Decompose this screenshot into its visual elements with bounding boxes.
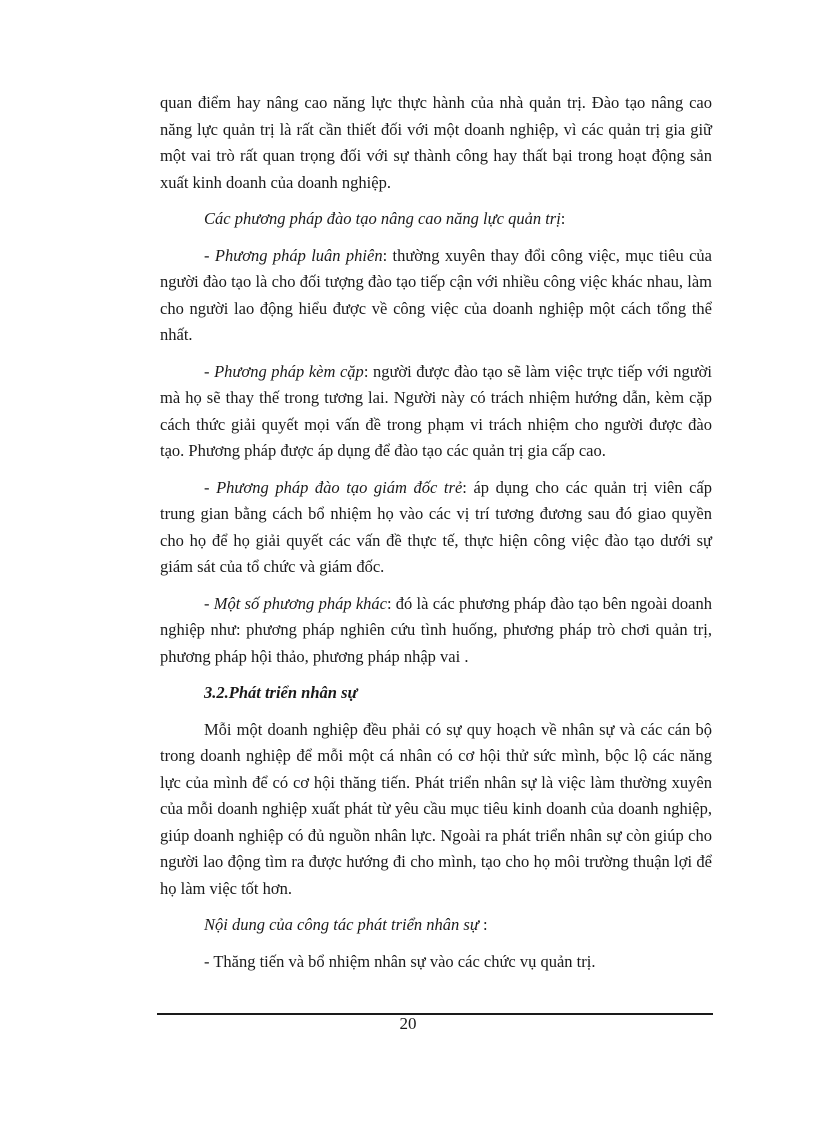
bullet-dash: - (204, 477, 217, 497)
rotation-method-text: : thường xuyên thay đổi công việc, mục tiêu của người đào tạo là cho đối tượng đào tạo tiếp cận với nhiều công việc khác nhau, làm cho người lao động hiểu được về công việc của doanh nghiệp một cách tổng thể nhất. (160, 245, 712, 344)
other-methods-text: : đó là các phương pháp đào tạo bên ngoài doanh nghiệp như: phương pháp nghiên cứu tình huống, phương pháp trò chơi quản trị, phương pháp hội thảo, phương pháp nhập vai . (160, 593, 712, 666)
other-methods-term: Một số phương pháp khác (213, 593, 387, 613)
bullet-dash: - (204, 593, 214, 613)
coaching-method-term: Phương pháp kèm cặp (214, 361, 364, 381)
young-director-method-term: Phương pháp đào tạo giám đốc trẻ (216, 477, 463, 497)
paragraph-development-content-title (160, 912, 712, 939)
coaching-method-text: : người được đào tạo sẽ làm việc trực tiếp với người mà họ sẽ thay thế trong tương lai. Người này có trách nhiệm hướng dẫn, kèm cặp cách thức giải quyết mọi vấn đề trong phạm vi trách nhiệm cho người được đào tạo. Phương pháp được áp dụng để đào tạo các quản trị gia cấp cao. (160, 361, 712, 460)
methods-title-colon: : (560, 209, 566, 228)
methods-title-text: Các phương pháp đào tạo nâng cao năng lực quản trị (204, 209, 561, 228)
paragraph-development: Mỗi một doanh nghiệp đều phải có sự quy hoạch về nhân sự và các cán bộ trong doanh nghiệp để mỗi một cá nhân có cơ hội thử sức mình, bộc lộ các năng lực của mình để có cơ hội thăng tiến. Phát triển nhân sự là việc làm thường xuyên của mỗi doanh nghiệp xuất phát từ yêu cầu mục tiêu kinh doanh của doanh nghiệp, giúp doanh nghiệp có đủ nguồn nhân lực. Ngoài ra phát triển nhân sự còn giúp cho người lao động tìm ra được hướng đi cho mình, tạo cho họ môi trường thuận lợi để họ làm việc tốt hơn. (160, 719, 712, 898)
paragraph-promotion: - Thăng tiến và bổ nhiệm nhân sự vào các chức vụ quản trị. (204, 951, 596, 971)
section-heading: 3.2.Phát triển nhân sự (204, 683, 358, 702)
document-body (160, 90, 712, 975)
paragraph-rotation-method (160, 243, 712, 349)
bullet-dash: - (204, 361, 215, 381)
rotation-method-term: Phương pháp luân phiên (214, 245, 383, 265)
development-content-title-text: Nội dung của công tác phát triển nhân sự (204, 915, 479, 934)
paragraph-coaching-method (160, 359, 712, 465)
paragraph-other-methods (160, 591, 712, 671)
page-number: 20 (399, 1014, 417, 1033)
paragraph-young-director-method (160, 475, 712, 581)
young-director-method-text: : áp dụng cho các quản trị viên cấp trung gian bằng cách bổ nhiệm họ vào các vị trí tương đương sau đó giao quyền cho họ để họ giải quyết các vấn đề thực tế, thực hiện công việc đào tạo dưới sự giám sát của tổ chức và giám đốc. (160, 477, 712, 576)
development-content-title-colon: : (478, 915, 488, 934)
bullet-dash: - (204, 245, 215, 265)
paragraph-methods-title (160, 206, 712, 233)
paragraph-intro: quan điểm hay nâng cao năng lực thực hành của nhà quản trị. Đào tạo nâng cao năng lực quản trị là rất cần thiết đối với một doanh nghiệp, vì các quản trị gia giữ một vai trò rất quan trọng đối với sự thành công hay thất bại trong hoạt động sản xuất kinh doanh của doanh nghiệp. (160, 93, 712, 192)
